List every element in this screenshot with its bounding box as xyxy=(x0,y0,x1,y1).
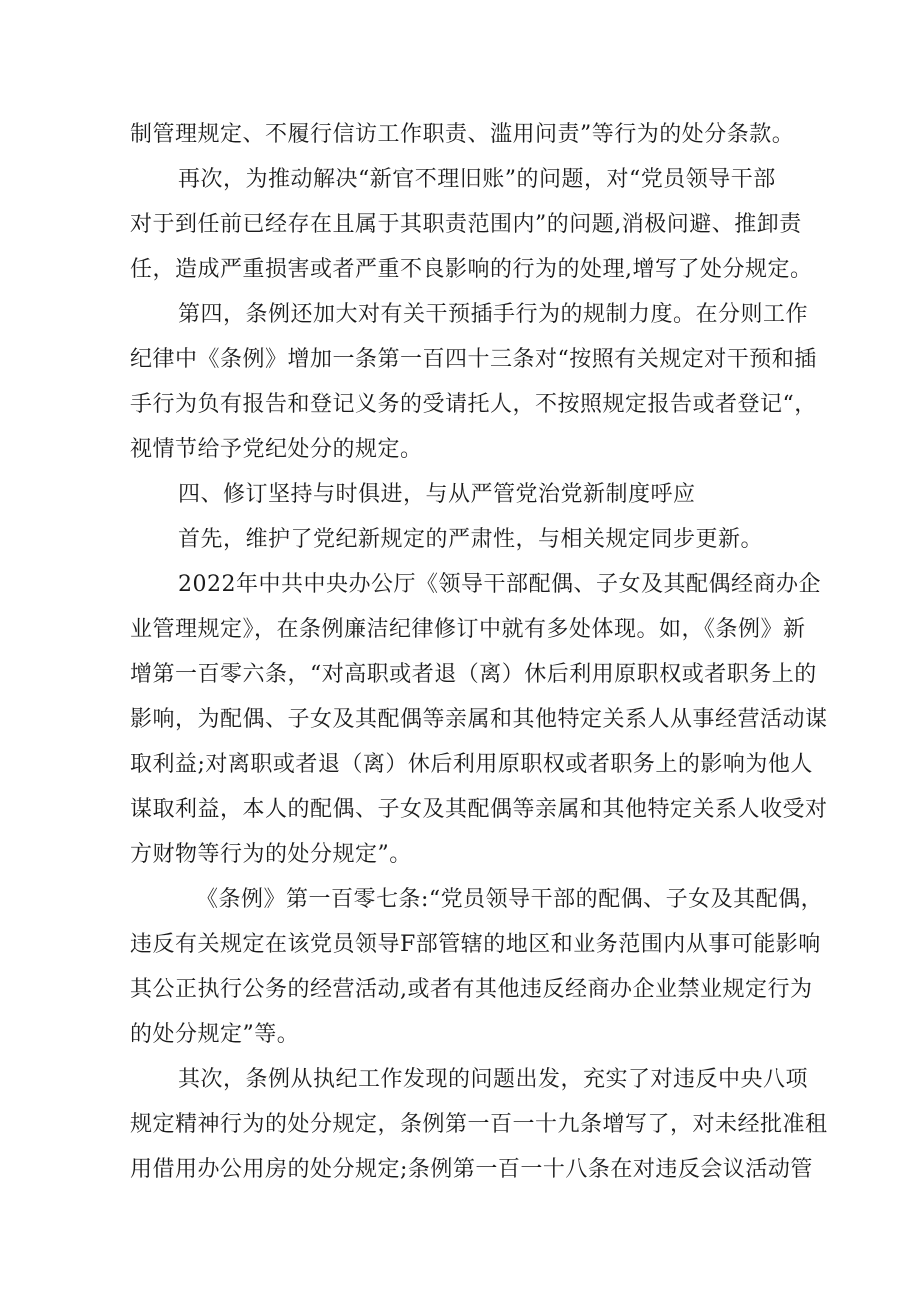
body-text-line: 取利益;对离职或者退（离）休后利用原职权或者职务上的影响为他人 xyxy=(130,752,813,777)
body-text-line: 《条例》第一百零七条:“党员领导干部的配偶、子女及其配偶， xyxy=(196,887,824,912)
body-text-line: 其公正执行公务的经营活动,或者有其他违反经商办企业禁业规定行为 xyxy=(130,977,813,1002)
section-heading: 四、修订坚持与时俱进，与从严管党治党新制度呼应 xyxy=(178,482,696,507)
body-text-line: 纪律中《条例》增加一条第一百四十三条对“按照有关规定对干预和插 xyxy=(130,347,817,372)
body-text-line: 制管理规定、不履行信访工作职责、滥用问责”等行为的处分条款。 xyxy=(130,122,795,147)
body-text-line: 业管理规定》，在条例廉洁纪律修订中就有多处体现。如，《条例》新 xyxy=(130,617,806,642)
body-text-line: 其次，条例从执纪工作发现的问题出发，充实了对违反中央八项 xyxy=(178,1067,809,1092)
body-text-line: 规定精神行为的处分规定，条例第一百一十九条增写了，对未经批准租 xyxy=(130,1112,828,1137)
body-text-line: 对于到任前已经存在且属于其职责范围内”的问题,消极问避、推卸责 xyxy=(130,212,802,237)
body-text-line: 视情节给予党纪处分的规定。 xyxy=(130,437,423,462)
body-text-line: 增第一百零六条，“对高职或者退（离）休后利用原职权或者职务上的 xyxy=(130,662,817,687)
body-text-line: 违反有关规定在该党员领导F部管辖的地区和业务范围内从事可能影响 xyxy=(130,932,821,957)
body-text-line: 用借用办公用房的处分规定;条例第一百一十八条在对违反会议活动管 xyxy=(130,1157,813,1182)
body-text-line: 2022年中共中央办公厅《领导干部配偶、子女及其配偶经商办企 xyxy=(178,572,821,597)
body-text-line: 方财物等行为的处分规定”。 xyxy=(130,842,412,867)
body-text-line: 影响，为配偶、子女及其配偶等亲属和其他特定关系人从事经营活动谋 xyxy=(130,707,828,732)
body-text-line: 任，造成严重损害或者严重不良影响的行为的处理,增写了处分规定。 xyxy=(130,257,813,282)
body-text-line: 手行为负有报告和登记义务的受请托人，不按照规定报告或者登记“， xyxy=(130,392,817,417)
body-text-line: 首先，维护了党纪新规定的严肃性，与相关规定同步更新。 xyxy=(178,527,764,552)
body-text-line: 谋取利益，本人的配偶、子女及其配偶等亲属和其他特定关系人收受对 xyxy=(130,797,828,822)
body-text-line: 再次，为推动解决“新官不理旧账”的问题，对“党员领导干部 xyxy=(178,167,776,192)
body-text-line: 第四，条例还加大对有关干预插手行为的规制力度。在分则工作 xyxy=(178,302,809,327)
body-text-line: 的处分规定”等。 xyxy=(130,1022,300,1047)
